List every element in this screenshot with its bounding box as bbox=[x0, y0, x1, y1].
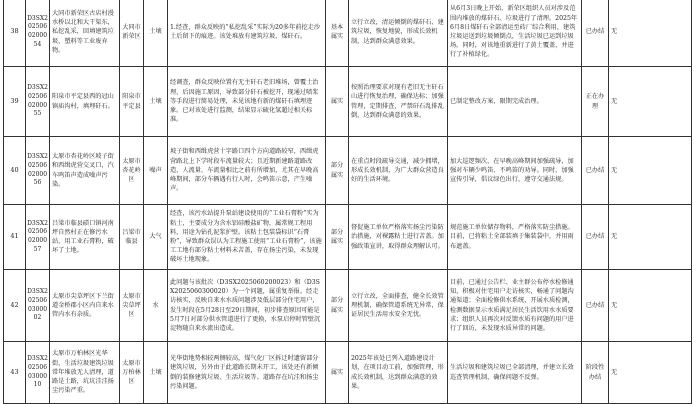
case-code: D3SX2025060300002 bbox=[26, 270, 50, 342]
accountability: 无 bbox=[609, 342, 692, 404]
rectification-progress: 从6月3日晚上开始，新荣区组织人员对涉及范围内堆放的煤矸石、垃圾进行了清理。2025年6月8日煤矸石全部清运至砖厂综合利用，建筑垃圾运送到垃圾倾倒点，生活垃圾已运到垃圾场。同时，对该地重新进行了黄土覆盖，并进行了补植绿化。 bbox=[448, 0, 582, 67]
table-row bbox=[4, 0, 692, 67]
row-number: 38 bbox=[4, 0, 26, 67]
row-number: 43 bbox=[4, 342, 26, 404]
pollution-type: 土壤 bbox=[144, 0, 168, 67]
issue-description: 太原市尖草坪区下兰街道金桥郡小区内自来水管内水有杂质。 bbox=[50, 270, 120, 342]
accountability: 无 bbox=[609, 137, 692, 205]
rectification-measure: 在重点时段疏导交通，减少拥堵，形成长效机制，为广大群众营造良好的生活环境。 bbox=[349, 137, 448, 205]
administrative-region: 阳泉市平定县 bbox=[120, 67, 144, 137]
table-row bbox=[4, 67, 692, 137]
administrative-region: 太原市万柏林区 bbox=[120, 342, 144, 404]
pollution-type: 噪声 bbox=[144, 137, 168, 205]
handling-status: 已办结 bbox=[582, 205, 609, 270]
rectification-measure: 立行立改，全面排查，健全长效管理机制，确保管道系统无异常，保证居民生活用水安全无忧。 bbox=[349, 270, 448, 342]
verification-verdict: 部分属实 bbox=[326, 205, 349, 270]
row-number: 41 bbox=[4, 205, 26, 270]
issue-description: 太原市万柏林区光华街，生活垃圾建筑垃圾常年堆放无人清理，道路是土路，坑坑洼洼扬尘污染严重。 bbox=[50, 342, 120, 404]
complaint-handling-table bbox=[3, 0, 692, 404]
row-number: 42 bbox=[4, 270, 26, 342]
table-row bbox=[4, 205, 692, 270]
investigation-result: 1.经查，群众反映的“私挖乱采”实际为20多年前挖走沙土后留下的痕迹。该处堆放有建筑垃圾、煤矸石。 bbox=[168, 0, 326, 67]
verification-verdict: 部分属实 bbox=[326, 137, 349, 205]
investigation-result: 经调查，群众反映位置有无主矸石老旧堆场，曾覆土治理，后因施工原因，导致部分矸石被挖开，现通过喷浆等手段进行简易处理，未见该地有新的煤矸石填埋迹象。已对该处进行监测，结果显示硫化氢超过相关标准。 bbox=[168, 67, 326, 137]
pollution-type: 土壤 bbox=[144, 67, 168, 137]
table-row bbox=[4, 137, 692, 205]
administrative-region: 太原市杏花岭区 bbox=[120, 137, 144, 205]
investigation-result: 坡子街和西缉虎营十字路口四个方向道路较窄，西缉虎营路北上下学时段车流量较大；且近期新建路道路改造，人流量、车流量相比之前有所增加，尤其在早晚高峰期间，部分车辆遇有行人时，会鸣笛示意，产生噪声。 bbox=[168, 137, 326, 205]
case-code: D3SX2025060200057 bbox=[26, 205, 50, 270]
rectification-progress: 目前，已通过公告栏、业主群公布停水检修通知，积极对住宅用户走访核实，畅通了问题沟通渠道；全面检修供水系统，开展水质检测，检测数据显示水质满足居民生活饮用水水质要求；组织人员再次对反馈水质有问题的用户进行了回访，未发现水质异常的问题。 bbox=[448, 270, 582, 342]
accountability: 无 bbox=[609, 270, 692, 342]
handling-status: 已办结 bbox=[582, 137, 609, 205]
pollution-type: 大气 bbox=[144, 205, 168, 270]
verification-verdict: 属实 bbox=[326, 67, 349, 137]
case-code: D3SX2025060200055 bbox=[26, 67, 50, 137]
rectification-progress: 已制定整改方案，限期完成治理。 bbox=[448, 67, 582, 137]
pollution-type: 水 bbox=[144, 270, 168, 342]
accountability: 无 bbox=[609, 0, 692, 67]
row-number: 39 bbox=[4, 67, 26, 137]
handling-status: 正在办理 bbox=[582, 67, 609, 137]
table-row bbox=[4, 342, 692, 404]
rectification-measure: 立行立改，清运倾倒的煤矸石、建筑垃圾，恢复地貌，形成长效机制，达到群众满意效果。 bbox=[349, 0, 448, 67]
table-row bbox=[4, 270, 692, 342]
rectification-measure: 督促施工单位严格落实扬尘污染防治措施，对裸露粘土进行苫盖。加强政策宣讲，取得群众理解认可。 bbox=[349, 205, 448, 270]
administrative-region: 太原市尖草坪区 bbox=[120, 270, 144, 342]
investigation-result: 此问题与该批次（D3SX2025060200023）和（D3SX2025060300020）为一个问题，属重复举报。经走访核实，反映自来水水质问题涉及低层部分住宅用户，发生时段在5月28日至29日期间，初步排查原因可能是5月7日对部分供水管道进行了更换，水泵启停时管壁沉淀物随自来水流出造成。 bbox=[168, 270, 326, 342]
verification-verdict: 属实 bbox=[326, 342, 349, 404]
administrative-region: 大同市新荣区 bbox=[120, 0, 144, 67]
rectification-progress: 加大巡逻频次，在早晚高峰期间加强疏导，加强对车辆少鸣笛、不鸣笛的劝导。同时，加强宣传引导，倡议绿色出行，遵守交通法规。 bbox=[448, 137, 582, 205]
case-code: D3SX2025060200056 bbox=[26, 137, 50, 205]
rectification-measure: 按照治理要求对现有老旧无主矸石山进行恢复治理，确保达标；加强管理，定期排查，严禁矸石乱排乱倒，达到群众满意的效果。 bbox=[349, 67, 448, 137]
case-code: D3SX2025060300010 bbox=[26, 342, 50, 404]
issue-description: 阳泉市平定县西的冠山镇庙沟村，填埋矸石。 bbox=[50, 67, 120, 137]
verification-verdict: 基本属实 bbox=[326, 0, 349, 67]
row-number: 40 bbox=[4, 137, 26, 205]
administrative-region: 吕梁市临县 bbox=[120, 205, 144, 270]
investigation-result: 光华街地势相较两侧较高，煤气化厂区拆迁时遗留部分建筑垃圾，另外由于此道路长期未开工，该处还有新倾倒的装修建筑垃圾、生活垃圾等。道路存在坑洼和扬尘污染问题。 bbox=[168, 342, 326, 404]
accountability: 无 bbox=[609, 67, 692, 137]
investigation-result: 经查，该污水站提升泵站建设使用的“工业石膏粉”实为粘土，主要成分为含水铝硅酸盐矿物，属常规工程用料，用途为钻孔泥浆护壁。该粘土包装袋标识“石膏粉”，导致群众误认为工程施工使用“工业石膏粉”，该施工工地有部分粘土材料未苫盖，存在扬尘污染，未发现破坏土地现象。 bbox=[168, 205, 326, 270]
issue-description: 太原市杏花岭区坡子街和西缉虎营交叉口，汽车鸣笛声造成噪声污染。 bbox=[50, 137, 120, 205]
case-code: D3SX2025060200054 bbox=[26, 0, 50, 67]
handling-status: 已办结 bbox=[582, 0, 609, 67]
handling-status: 阶段性办结 bbox=[582, 342, 609, 404]
verification-verdict: 部分属实 bbox=[326, 270, 349, 342]
issue-description: 吕梁市临县碛口镇河南坪自然村正在修污水站，用工业石膏粉，破坏了土地。 bbox=[50, 205, 120, 270]
rectification-progress: 规范施工单位储存物料，严格落实防尘措施。目前，已将粘土全部装填于集装袋中，并用雨布遮盖。 bbox=[448, 205, 582, 270]
pollution-type: 土壤 bbox=[144, 342, 168, 404]
rectification-measure: 2025年该处已列入道路建设计划，在项目动工前，加强管理，形成长效机制，达到群众满意的效果。 bbox=[349, 342, 448, 404]
handling-status: 已办结 bbox=[582, 270, 609, 342]
accountability: 无 bbox=[609, 205, 692, 270]
rectification-progress: 生活垃圾和建筑垃圾已全部清理，并建立长效巡查管理机制，确保问题不反弹。 bbox=[448, 342, 582, 404]
issue-description: 大同市新荣区古店村漫水桥以北和大干渠东，私挖乱采，回填建筑垃圾，塑料等工业废弃物。 bbox=[50, 0, 120, 67]
